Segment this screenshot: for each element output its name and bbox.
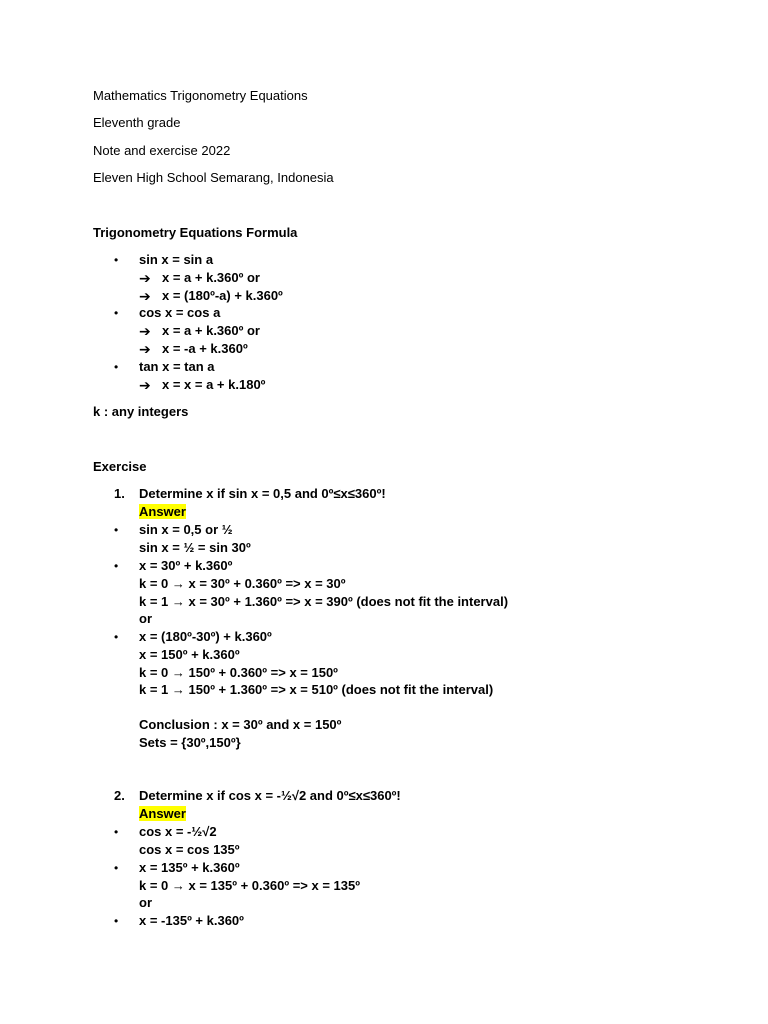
q2-step: k = 0 → x = 135º + 0.360º => x = 135º [139, 878, 360, 893]
document-title: Mathematics Trigonometry Equations [93, 88, 308, 103]
formula-heading: Trigonometry Equations Formula [93, 225, 298, 240]
q2-step: cos x = -½√2 [139, 824, 217, 839]
arrow-right-icon: ➔ [139, 341, 151, 357]
bullet-icon: • [114, 914, 119, 928]
arrow-right-icon: ➔ [139, 377, 151, 393]
q2-step: x = 135º + k.360º [139, 860, 240, 875]
tan-formula-label: tan x = tan a [139, 359, 215, 374]
q1-sets: Sets = {30º,150º} [139, 735, 241, 750]
bullet-icon: • [114, 306, 119, 320]
bullet-icon: • [114, 861, 119, 875]
q2-step: cos x = cos 135º [139, 842, 240, 857]
bullet-icon: • [114, 559, 119, 573]
q1-step: k = 1 → x = 30º + 1.360º => x = 390º (does not fit the interval) [139, 594, 509, 609]
q1-conclusion: Conclusion : x = 30º and x = 150º [139, 717, 342, 732]
cos-formula-rule-1: x = a + k.360º or [162, 323, 260, 338]
exercise-heading: Exercise [93, 459, 147, 474]
question-1-text: Determine x if sin x = 0,5 and 0º≤x≤360º! [139, 486, 386, 501]
q2-step: x = -135º + k.360º [139, 913, 244, 928]
q1-step: x = 30º + k.360º [139, 558, 233, 573]
bullet-icon: • [114, 523, 119, 537]
arrow-right-icon: ➔ [139, 270, 151, 286]
q1-step: sin x = ½ = sin 30º [139, 540, 251, 555]
bullet-icon: • [114, 630, 119, 644]
bullet-icon: • [114, 825, 119, 839]
bullet-icon: • [114, 360, 119, 374]
bullet-icon: • [114, 253, 119, 267]
sin-formula-rule-2: x = (180º-a) + k.360º [162, 288, 283, 303]
question-number: 2. [114, 788, 125, 803]
q1-step: k = 0 → 150º + 0.360º => x = 150º [139, 665, 338, 680]
q1-step: x = 150º + k.360º [139, 647, 240, 662]
note-line: Note and exercise 2022 [93, 143, 231, 158]
q1-step: x = (180º-30º) + k.360º [139, 629, 272, 644]
k-note: k : any integers [93, 404, 189, 419]
tan-formula-rule-1: x = x = a + k.180º [162, 377, 266, 392]
grade-line: Eleventh grade [93, 115, 181, 130]
arrow-right-icon: ➔ [139, 323, 151, 339]
sin-formula-label: sin x = sin a [139, 252, 214, 267]
question-number: 1. [114, 486, 125, 501]
q1-step: or [139, 611, 152, 626]
sin-formula-rule-1: x = a + k.360º or [162, 270, 260, 285]
school-line: Eleven High School Semarang, Indonesia [93, 170, 334, 185]
q1-step: k = 0 → x = 30º + 0.360º => x = 30º [139, 576, 346, 591]
answer-label-highlight: Answer [139, 504, 186, 519]
q1-step: sin x = 0,5 or ½ [139, 522, 233, 537]
arrow-right-icon: ➔ [139, 288, 151, 304]
q1-step: k = 1 → 150º + 1.360º => x = 510º (does not fit the interval) [139, 682, 494, 697]
answer-label-highlight: Answer [139, 806, 186, 821]
question-2-text: Determine x if cos x = -½√2 and 0º≤x≤360º! [139, 788, 401, 803]
q2-step: or [139, 895, 152, 910]
cos-formula-label: cos x = cos a [139, 305, 221, 320]
cos-formula-rule-2: x = -a + k.360º [162, 341, 248, 356]
